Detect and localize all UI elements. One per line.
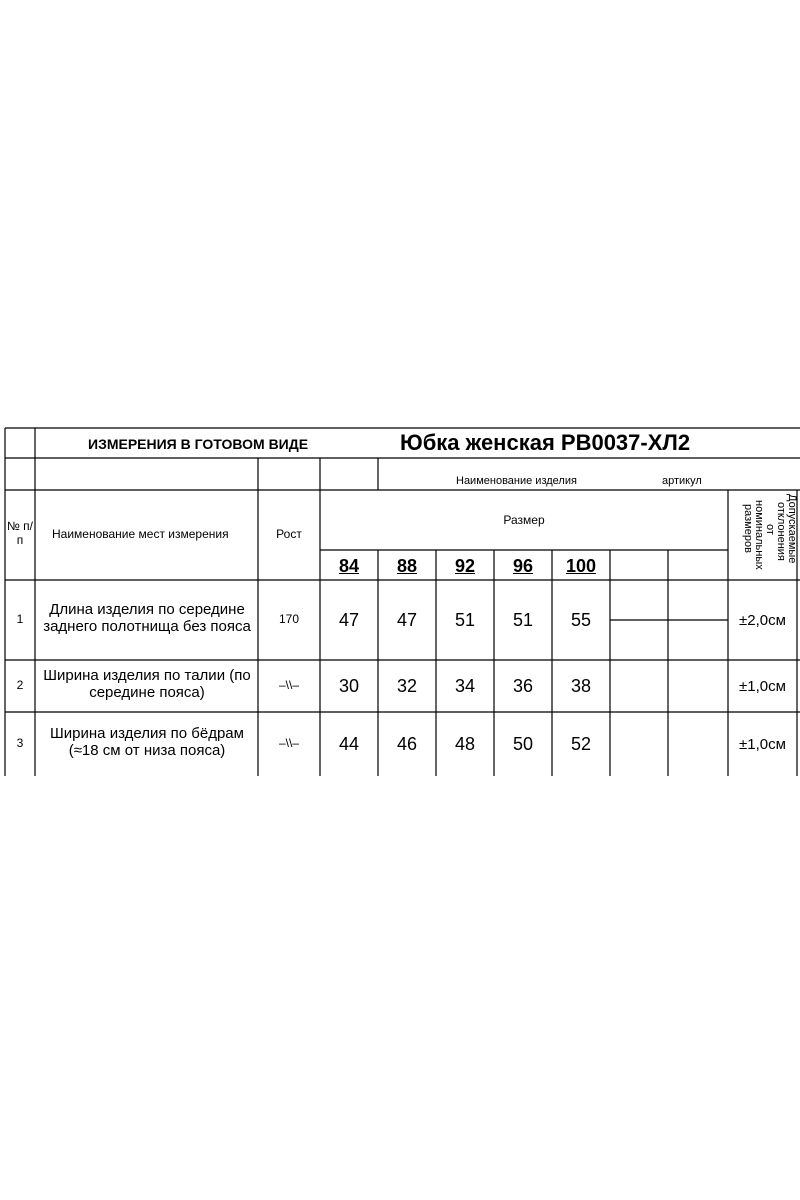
table-grid	[0, 420, 800, 776]
row-3-tolerance: ±1,0см	[739, 736, 786, 753]
row-2-tolerance: ±1,0см	[739, 678, 786, 695]
row-2-num: 2	[16, 678, 24, 692]
row-2-place: Ширина изделия по талии (по середине пояса)	[43, 667, 251, 702]
tolerance-header-line-4: номинальных	[753, 500, 765, 570]
row-2-value-100: 38	[570, 676, 592, 696]
row-3-value-96: 50	[512, 734, 534, 754]
num-header: № п/п	[6, 519, 34, 547]
row-3-num: 3	[16, 736, 24, 750]
row-1-num: 1	[16, 612, 24, 626]
measure-title: ИЗМЕРЕНИЯ В ГОТОВОМ ВИДЕ	[88, 436, 309, 452]
product-name-label: Наименование изделия	[456, 475, 577, 487]
article-label: артикул	[662, 475, 702, 487]
place-header: Наименование мест измерения	[52, 527, 229, 541]
row-3-value-84: 44	[338, 734, 360, 754]
row-3-value-88: 46	[396, 734, 418, 754]
row-1-height: 170	[278, 612, 300, 626]
row-1-value-88: 47	[396, 610, 418, 630]
measurement-table	[0, 420, 800, 776]
row-1-value-100: 55	[570, 610, 592, 630]
tolerance-header-line-3: от	[764, 524, 776, 535]
row-1-value-84: 47	[338, 610, 360, 630]
row-3-height: –\\–	[278, 736, 299, 750]
product-title: Юбка женская РВ0037-ХЛ2	[400, 430, 691, 455]
size-header-88: 88	[396, 556, 418, 576]
size-header-100: 100	[565, 556, 597, 576]
row-2-value-88: 32	[396, 676, 418, 696]
tolerance-header-line-1: Допускаемые	[786, 494, 798, 564]
size-header: Размер	[503, 513, 545, 527]
row-3-value-92: 48	[454, 734, 476, 754]
size-header-84: 84	[338, 556, 360, 576]
tolerance-header-line-2: отклонения	[775, 502, 787, 561]
height-header: Рост	[276, 527, 302, 541]
row-1-value-92: 51	[454, 610, 476, 630]
tolerance-header-line-5: размеров	[742, 504, 754, 553]
row-2-value-92: 34	[454, 676, 476, 696]
size-header-96: 96	[512, 556, 534, 576]
row-1-place: Длина изделия по середине заднего полотнища без пояса	[43, 601, 251, 636]
size-header-92: 92	[454, 556, 476, 576]
row-1-value-96: 51	[512, 610, 534, 630]
row-2-value-96: 36	[512, 676, 534, 696]
row-2-height: –\\–	[278, 678, 299, 692]
row-3-value-100: 52	[570, 734, 592, 754]
row-2-value-84: 30	[338, 676, 360, 696]
row-1-tolerance: ±2,0см	[739, 612, 786, 629]
row-3-place: Ширина изделия по бёдрам (≈18 см от низа пояса)	[50, 725, 244, 760]
